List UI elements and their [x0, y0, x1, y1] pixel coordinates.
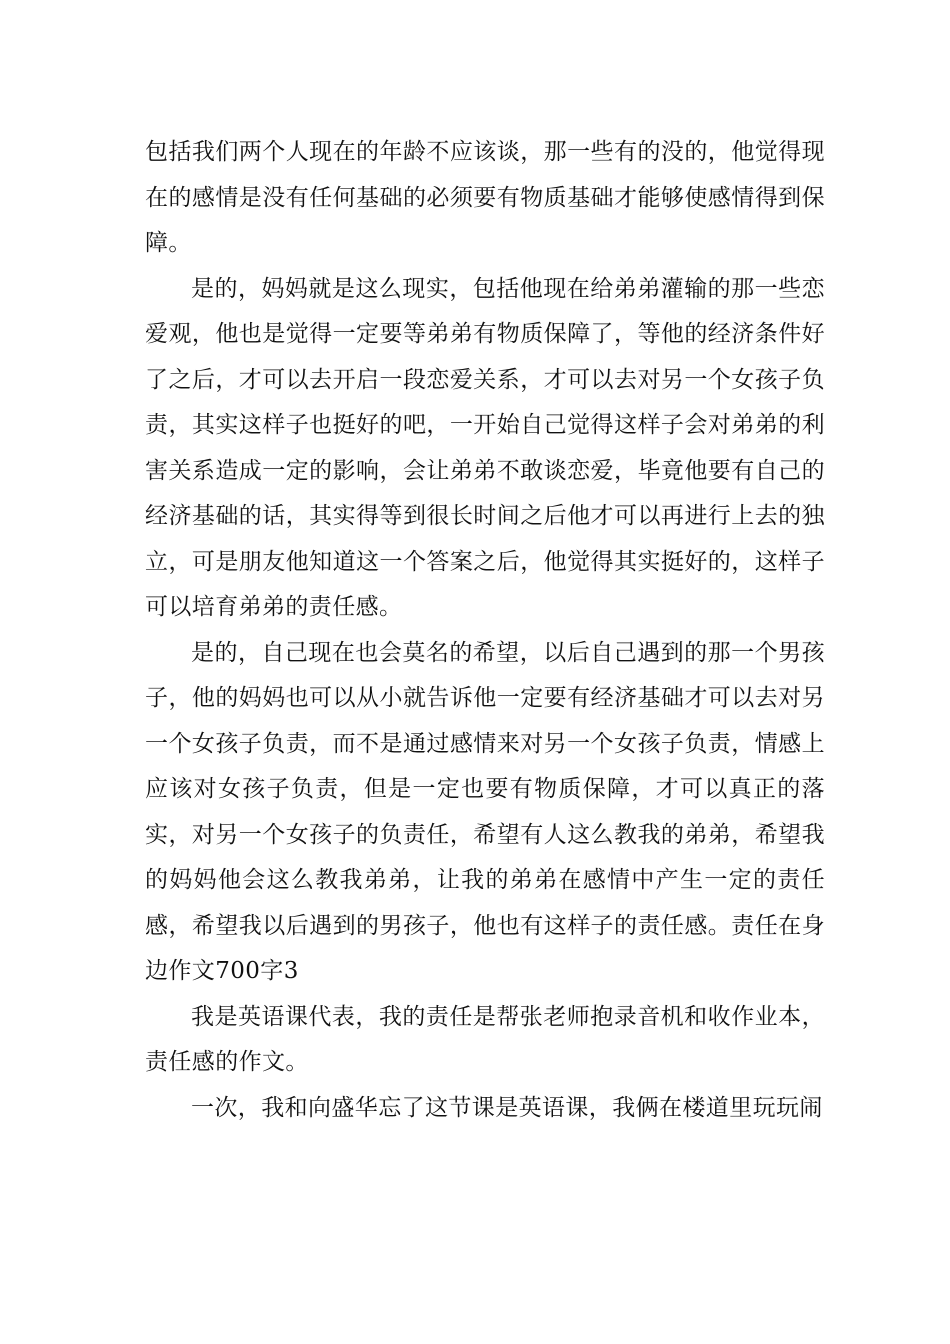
paragraph-4: 我是英语课代表，我的责任是帮张老师抱录音机和收作业本，责任感的作文。 [145, 1003, 825, 1075]
document-body [145, 130, 825, 1131]
paragraph-3: 是的，自己现在也会莫名的希望，以后自己遇到的那一个男孩子，他的妈妈也可以从小就告诉他一定要有经济基础才可以去对另一个女孩子负责，而不是通过感情来对另一个女孩子负责，情感上应该对女孩子负责，但是一定也要有物质保障，才可以真正的落实，对另一个女孩子的负责任，希望有人这么教我的弟弟，希望我的妈妈他会这么教我弟弟，让我的弟弟在感情中产生一定的责任感，希望我以后遇到的男孩子，他也有这样子的责任感。责任在身边作文700字3 [145, 639, 825, 984]
paragraph-2: 是的，妈妈就是这么现实，包括他现在给弟弟灌输的那一些恋爱观，他也是觉得一定要等弟弟有物质保障了，等他的经济条件好了之后，才可以去开启一段恋爱关系，才可以去对另一个女孩子负责，其实这样子也挺好的吧，一开始自己觉得这样子会对弟弟的利害关系造成一定的影响，会让弟弟不敢谈恋爱，毕竟他要有自己的经济基础的话，其实得等到很长时间之后他才可以再进行上去的独立，可是朋友他知道这一个答案之后，他觉得其实挺好的，这样子可以培育弟弟的责任感。 [145, 275, 825, 620]
paragraph-5: 一次，我和向盛华忘了这节课是英语课，我俩在楼道里玩玩闹 [191, 1094, 823, 1121]
paragraph-1: 包括我们两个人现在的年龄不应该谈，那一些有的没的，他觉得现在的感情是没有任何基础的必须要有物质基础才能够使感情得到保障。 [145, 139, 825, 256]
